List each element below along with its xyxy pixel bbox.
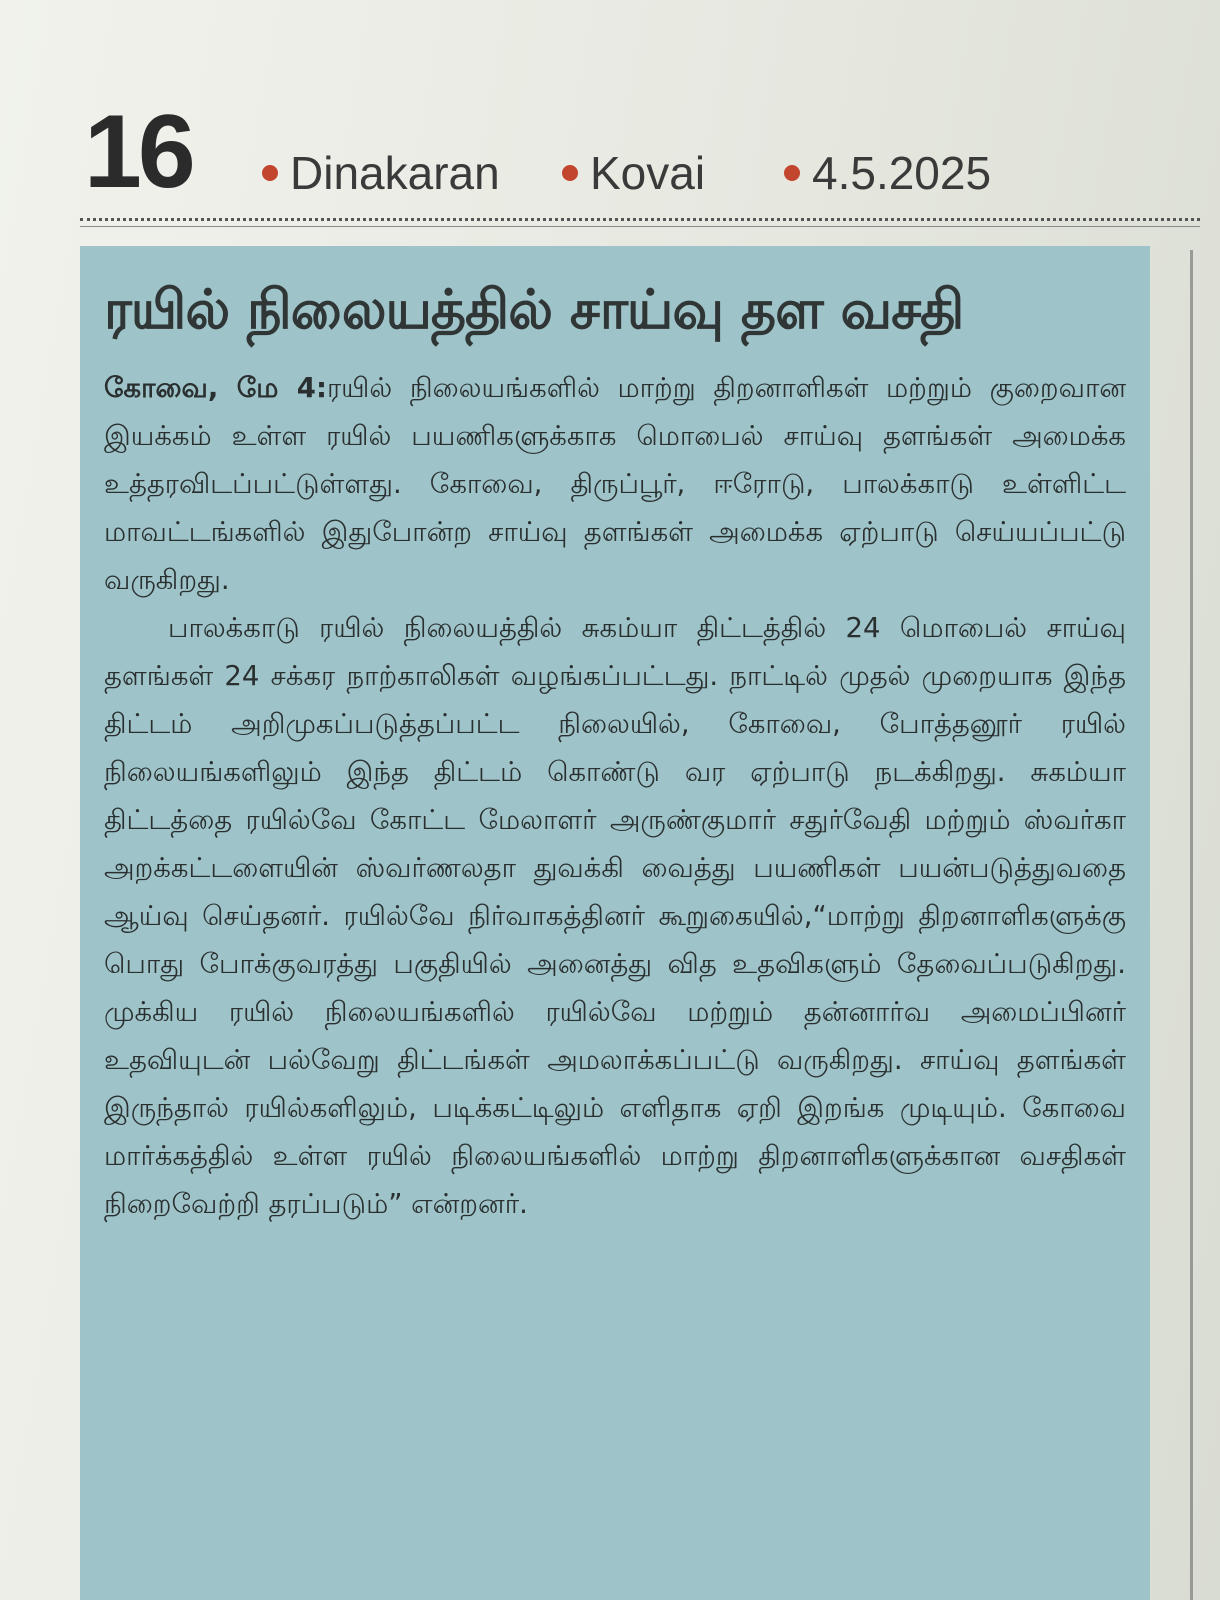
masthead-divider [80,218,1200,221]
article-dateline: கோவை, மே 4: [104,372,327,404]
article-paragraph-1 [104,364,1126,604]
page-number: 16 [84,94,192,210]
newspaper-name [262,148,500,198]
masthead-divider-thin [80,226,1200,227]
bullet-dot-icon [562,165,578,181]
article-headline: ரயில் நிலையத்தில் சாய்வு தள வசதி [104,278,964,341]
edition-name [562,148,705,198]
bullet-dot-icon [262,165,278,181]
article-body [104,364,1126,1228]
column-edge-rule [1190,250,1193,1600]
publication-date [784,148,991,198]
masthead [84,94,1204,210]
edition-name-text: Kovai [590,147,706,199]
newspaper-name-text: Dinakaran [290,147,500,199]
publication-date-text: 4.5.2025 [812,147,992,199]
article-paragraph-2: பாலக்காடு ரயில் நிலையத்தில் சுகம்யா திட்டத்தில் 24 மொபைல் சாய்வு தளங்கள் 24 சக்கர நாற்காலிகள் வழங்கப்பட்டது. நாட்டில் முதல் முறையாக இந்த திட்டம் அறிமுகப்படுத்தப்பட்ட நிலையில், கோவை, போத்தனூர் ரயில் நிலையங்களிலும் இந்த திட்டம் கொண்டு வர ஏற்பாடு நடக்கிறது. சுகம்யா திட்டத்தை ரயில்வே கோட்ட மேலாளர் அருண்குமார் சதுர்வேதி மற்றும் ஸ்வர்கா அறக்கட்டளையின் ஸ்வர்ணலதா துவக்கி வைத்து பயணிகள் பயன்படுத்துவதை ஆய்வு செய்தனர். ரயில்வே நிர்வாகத்தினர் கூறுகையில்,“மாற்று திறனாளிகளுக்கு பொது போக்குவரத்து பகுதியில் அனைத்து வித உதவிகளும் தேவைப்படுகிறது. முக்கிய ரயில் நிலையங்களில் ரயில்வே மற்றும் தன்னார்வ அமைப்பினர் உதவியுடன் பல்வேறு திட்டங்கள் அமலாக்கப்பட்டு வருகிறது. சாய்வு தளங்கள் இருந்தால் ரயில்களிலும், படிக்கட்டிலும் எளிதாக ஏறி இறங்க முடியும். கோவை மார்க்கத்தில் உள்ள ரயில் நிலையங்களில் மாற்று திறனாளிகளுக்கான வசதிகள் நிறைவேற்றி தரப்படும்” என்றனர். [104,612,1126,1220]
article-paragraph-1-text: ரயில் நிலையங்களில் மாற்று திறனாளிகள் மற்றும் குறைவான இயக்கம் உள்ள ரயில் பயணிகளுக்காக மொபைல் சாய்வு தளங்கள் அமைக்க உத்தரவிடப்பட்டுள்ளது. கோவை, திருப்பூர், ஈரோடு, பாலக்காடு உள்ளிட்ட மாவட்டங்களில் இதுபோன்ற சாய்வு தளங்கள் அமைக்க ஏற்பாடு செய்யப்பட்டு வருகிறது. [104,372,1127,596]
news-article [80,246,1150,1600]
bullet-dot-icon [784,165,800,181]
